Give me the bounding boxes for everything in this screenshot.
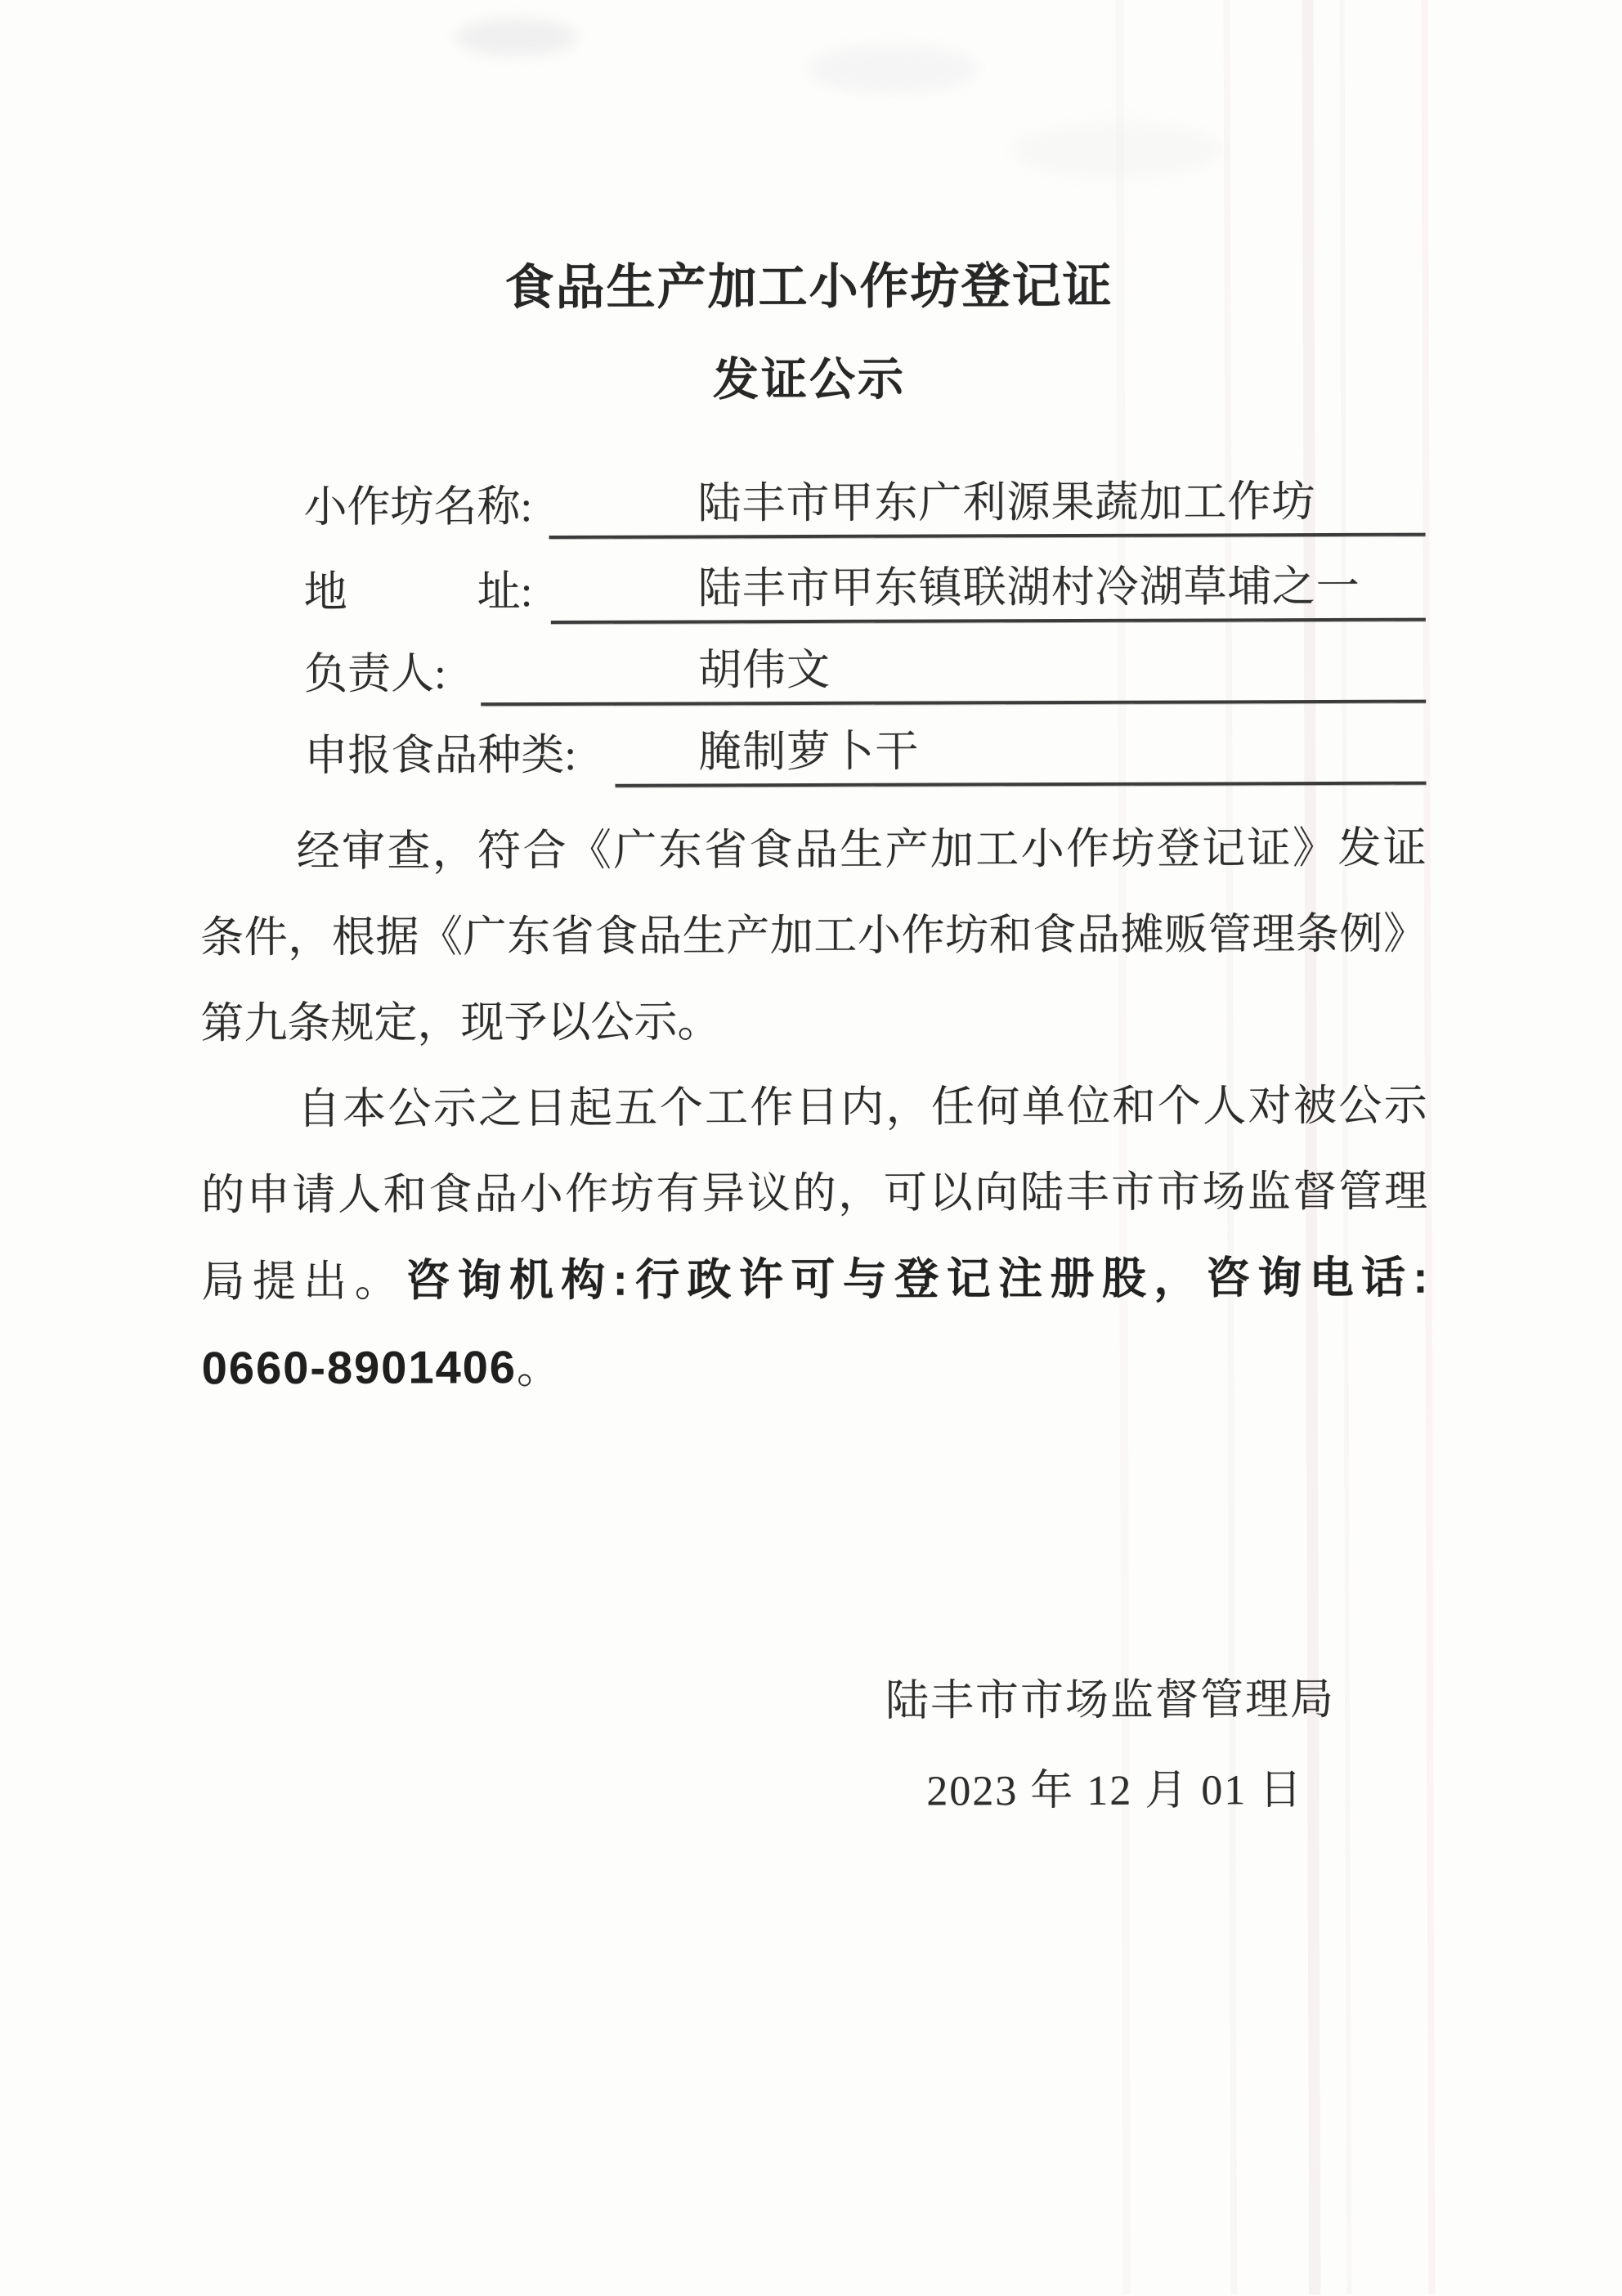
body-line bbox=[200, 806, 1427, 896]
body-line-text: 的申请人和食品小作坊有异议的，可以向陆丰市市场监督管理 bbox=[200, 1168, 1428, 1220]
field-underline bbox=[481, 700, 1426, 706]
scan-smudge-artifact bbox=[1011, 121, 1224, 179]
body-line-text: 局提出。 bbox=[201, 1258, 406, 1307]
field-value-address: 陆丰市甲东镇联湖村冷湖草埔之一 bbox=[697, 563, 1360, 613]
body-line bbox=[201, 1064, 1427, 1154]
field-value-declared-food-type: 腌制萝卜干 bbox=[698, 728, 920, 777]
body-line bbox=[201, 1235, 1427, 1325]
field-underline bbox=[615, 782, 1426, 787]
body-line bbox=[200, 978, 1427, 1068]
scan-smudge-artifact bbox=[455, 19, 578, 56]
body-line bbox=[200, 892, 1427, 982]
field-underline bbox=[549, 533, 1426, 539]
body-line-text: 经审查，符合《广东省食品生产加工小作坊登记证》发证 bbox=[296, 824, 1427, 876]
body-line bbox=[201, 1150, 1427, 1240]
scan-smudge-artifact bbox=[807, 44, 979, 94]
issuing-agency-signature: 陆丰市市场监督管理局 bbox=[885, 1675, 1336, 1725]
field-row-address bbox=[304, 561, 1426, 625]
field-label-address: 地 址: bbox=[303, 568, 533, 617]
document-subtitle: 发证公示 bbox=[712, 352, 907, 406]
consult-info-bold-text: 咨询机构:行政许可与登记注册股，咨询电话: bbox=[405, 1253, 1428, 1306]
consult-phone-number: 0660-8901406 bbox=[201, 1341, 518, 1394]
body-line-text: 。 bbox=[516, 1344, 561, 1393]
field-row-workshop-name bbox=[303, 476, 1425, 540]
field-row-declared-food-type bbox=[304, 724, 1426, 788]
field-label-declared-food-type: 申报食品种类: bbox=[304, 731, 577, 780]
body-line-text: 自本公示之日起五个工作日内，任何单位和个人对被公示 bbox=[297, 1082, 1427, 1133]
field-value-workshop-name: 陆丰市甲东广利源果蔬加工作坊 bbox=[697, 478, 1316, 528]
body-text bbox=[200, 806, 1428, 1411]
field-row-person-in-charge bbox=[304, 643, 1426, 706]
body-line-text: 条件，根据《广东省食品生产加工小作坊和食品摊贩管理条例》 bbox=[199, 910, 1427, 962]
document-title: 食品生产加工小作坊登记证 bbox=[504, 258, 1113, 316]
field-underline bbox=[551, 618, 1426, 624]
field-label-person-in-charge: 负责人: bbox=[303, 650, 446, 698]
field-value-person-in-charge: 胡伟文 bbox=[697, 646, 831, 695]
body-line-text: 第九条规定，现予以公示。 bbox=[200, 998, 721, 1048]
issue-date: 2023 年 12 月 01 日 bbox=[926, 1767, 1304, 1815]
field-label-workshop-name: 小作坊名称: bbox=[303, 483, 533, 531]
body-line bbox=[202, 1321, 1428, 1411]
